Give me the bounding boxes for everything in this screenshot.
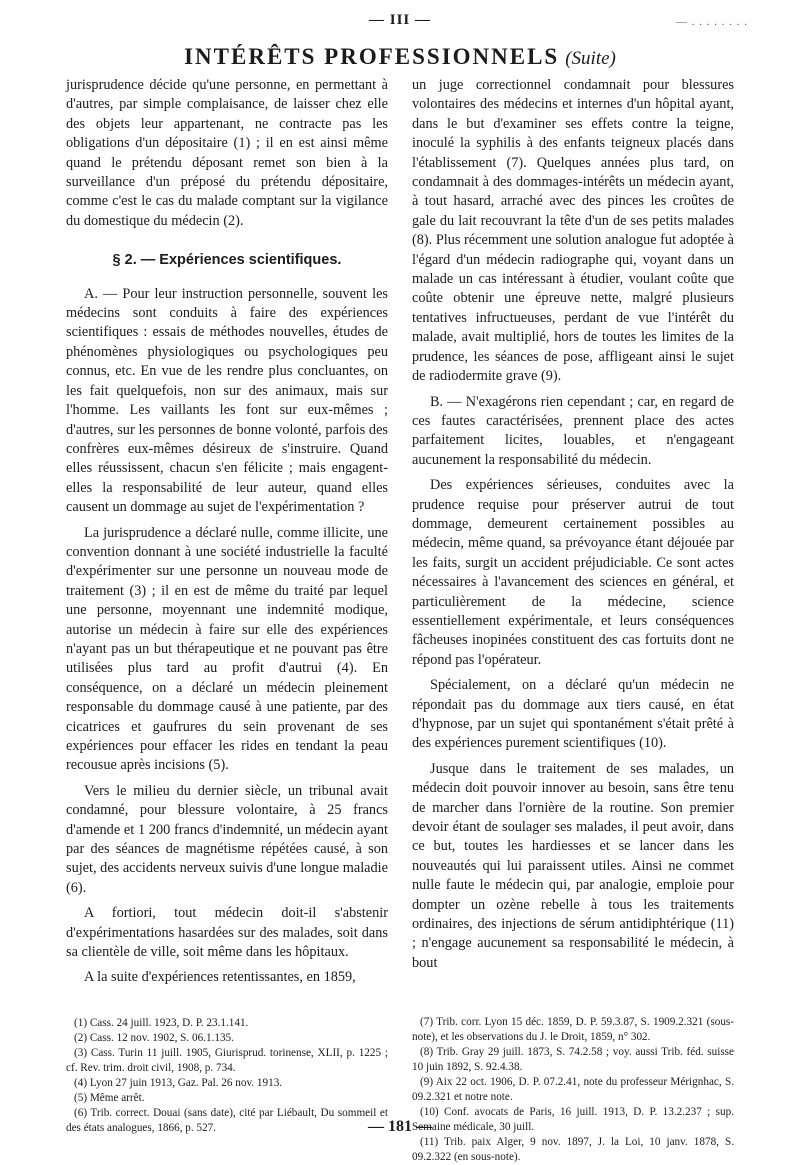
left-column	[66, 76, 388, 994]
running-head	[0, 44, 800, 70]
footnote: (2) Cass. 12 nov. 1902, S. 06.1.135.	[74, 1032, 234, 1044]
paragraph: Jusque dans le traitement de ses malades, un médecin doit pouvoir innover au besoin, sans être tenu de marcher dans l'ornière de la routine. Son premier devoir étant de soulager ses malades, il peut avoir, dans ce but, toutes les hardiesses et se lancer dans les nouveautés qui lui paraissent utiles. Ainsi ne commet nulle faute le médecin qui, par analogie, emploie pour dompter un ozène rebelle à tous les traitements ordinaires, des injections de sérum antidiphtérique (11) ; n'engage aucunement sa responsabilité le médecin, à bout	[412, 760, 734, 971]
paragraph: La jurisprudence a déclaré nulle, comme illicite, une convention donnant à une société industrielle la faculté d'expérimenter sur une personne un nouveau mode de traitement (3) ; il en est de même du traité par lequel une personne, moyennant une indemnité modique, autorise un médecin à faire sur elle des expériences n'ayant pas un but thérapeutique et ne pouvant pas être utilisées plus tard au profit d'autrui (4). En conséquence, on a déclaré un médecin pleinement responsable du dommage causé à une patiente, par des cicatrices et gaufrures du sein provenant de ses expériences pour effacer les rides en tendant la peau recousue après incisions (5).	[66, 524, 388, 774]
section-title-suffix: (Suite)	[565, 48, 616, 69]
page-number: — 181 —	[368, 1118, 432, 1135]
footnote: (3) Cass. Turin 11 juill. 1905, Giurisprud. torinense, XLII, p. 1225 ; cf. Rev. trim. droit civil, 1908, p. 734.	[66, 1047, 388, 1074]
footnote: (8) Trib. Gray 29 juill. 1873, S. 74.2.58 ; voy. aussi Trib. féd. suisse 10 juin 1892, S. 92.4.38.	[412, 1046, 734, 1073]
paragraph: B. — N'exagérons rien cependant ; car, en regard de ces fautes caractérisées, prennent place des actes parfaitement licites, louables, et n'engageant aucunement la responsabilité du médecin.	[412, 393, 734, 468]
paragraph: jurisprudence décide qu'une personne, en permettant à d'autres, par simple complaisance, de laisser chez elle des objets leur appartenant, ne contracte pas les obligations d'un dépositaire (1) ; il en est ainsi même quand le prétendu déposant remet son bien à la surveillance d'un préposé du prétendu dépositaire, comme c'est le cas du malade comptant sur la vigilance du domestique du médecin (2).	[66, 77, 388, 229]
paragraph: Vers le milieu du dernier siècle, un tribunal avait condamné, pour blessure volontaire, à 25 francs d'amende et 1 200 francs d'indemnité, un médecin ayant par des séances de magnétisme répétées causé, à son sujet, des accidents nerveux suivis d'une longue maladie (6).	[66, 782, 388, 896]
corner-mark: — . . . . . . . .	[676, 16, 748, 28]
section-title: INTÉRÊTS PROFESSIONNELS	[184, 44, 560, 69]
footnote: (10) Conf. avocats de Paris, 16 juill. 1913, D. P. 13.2.237 ; sup. Semaine médicale, 30 juill.	[412, 1106, 734, 1133]
right-column	[412, 76, 734, 979]
paragraph: A. — Pour leur instruction personnelle, souvent les médecins sont conduits à faire des expériences scientifiques : essais de méthodes nouvelles, études de phénomènes physiologiques ou psychologiques peu connus, etc. En vue de les rendre plus concluantes, on les fait quelquefois, non sur des animaux, mais sur l'homme. Les vaillants les font sur eux-mêmes ; d'autres, sur les personnes de bonne volonté, parfois des confrères eux-mêmes désireux de s'instruire. Quand elles réussissent, chacun s'en félicite ; mais engagent-elles la responsabilité de leur auteur, quand elles causent un dommage au sujet de l'expérimentation ?	[66, 285, 388, 516]
footnote: (1) Cass. 24 juill. 1923, D. P. 23.1.141.	[74, 1017, 249, 1029]
footnote: (9) Aix 22 oct. 1906, D. P. 07.2.41, note du professeur Mérignhac, S. 09.2.321 et notre note.	[412, 1076, 734, 1103]
footnote: (7) Trib. corr. Lyon 15 déc. 1859, D. P. 59.3.87, S. 1909.2.321 (sous-note), et les observations du J. le Droit, 1859, n° 302.	[412, 1016, 734, 1043]
footnotes-right	[412, 1015, 734, 1165]
paragraph: Des expériences sérieuses, conduites avec la prudence requise pour préserver autrui de tout dommage, demeurent certainement possibles au médecin, même quand, sa prévoyance étant déjouée par les faits, surgit un accident préjudiciable. Ce sont actes nécessaires à l'avancement des sciences en général, et particulièrement de la médecine, science essentiellement expérimentale, et leurs conséquences fâcheuses inopinées constituent des cas fortuits dont ne répond pas l'opérateur.	[412, 477, 734, 668]
paragraph: Spécialement, on a déclaré qu'un médecin ne répondait pas du dommage aux tiers causé, en état d'hypnose, par un sujet qui spontanément s'était prêté à des expériences purement scientifiques (10).	[412, 677, 734, 752]
footnote: (11) Trib. paix Alger, 9 nov. 1897, J. la Loi, 10 janv. 1878, S. 09.2.322 (en sous-note).	[412, 1136, 734, 1163]
footnote: (6) Trib. correct. Douai (sans date), cité par Liébault, Du sommeil et des états analogues, 1866, p. 527.	[66, 1107, 388, 1134]
section-heading: § 2. — Expériences scientifiques.	[112, 252, 342, 269]
paragraph: A fortiori, tout médecin doit-il s'abstenir d'expérimentations hasardées sur des malades, soit dans sa clientèle de ville, soit même dans les hôpitaux.	[66, 905, 388, 961]
page-number-roman: — III —	[368, 12, 431, 28]
paragraph: un juge correctionnel condamnait pour blessures volontaires des médecins et internes d'un hôpital ayant, dans le but d'examiner ses effets contre la teigne, inoculé la syphilis à des enfants teigneux placés dans l'établissement (7). Quelques années plus tard, on condamnait à des dommages-intérêts un médecin ayant, à tout hasard, arraché avec des pinces les croûtes de gale du lait recouvrant la tête d'un de ses petits malades (8). Plus récemment une solution analogue fut adoptée à l'égard d'un médecin radiographe qui, voyant dans un malade un cas intéressant à étudier, voulant coûte que coûte obtenir une épreuve nette, malgré plusieurs tentatives infructueuses, perdant de vue l'intérêt du malade, avait multiplié, hors de toutes les limites de la prudence, les séances de pose, affligeant ainsi le sujet de radiodermite grave (9).	[412, 77, 734, 385]
paragraph: A la suite d'expériences retentissantes, en 1859,	[84, 969, 356, 986]
footnote: (5) Même arrêt.	[74, 1092, 145, 1104]
footnote: (4) Lyon 27 juin 1913, Gaz. Pal. 26 nov. 1913.	[74, 1077, 283, 1089]
